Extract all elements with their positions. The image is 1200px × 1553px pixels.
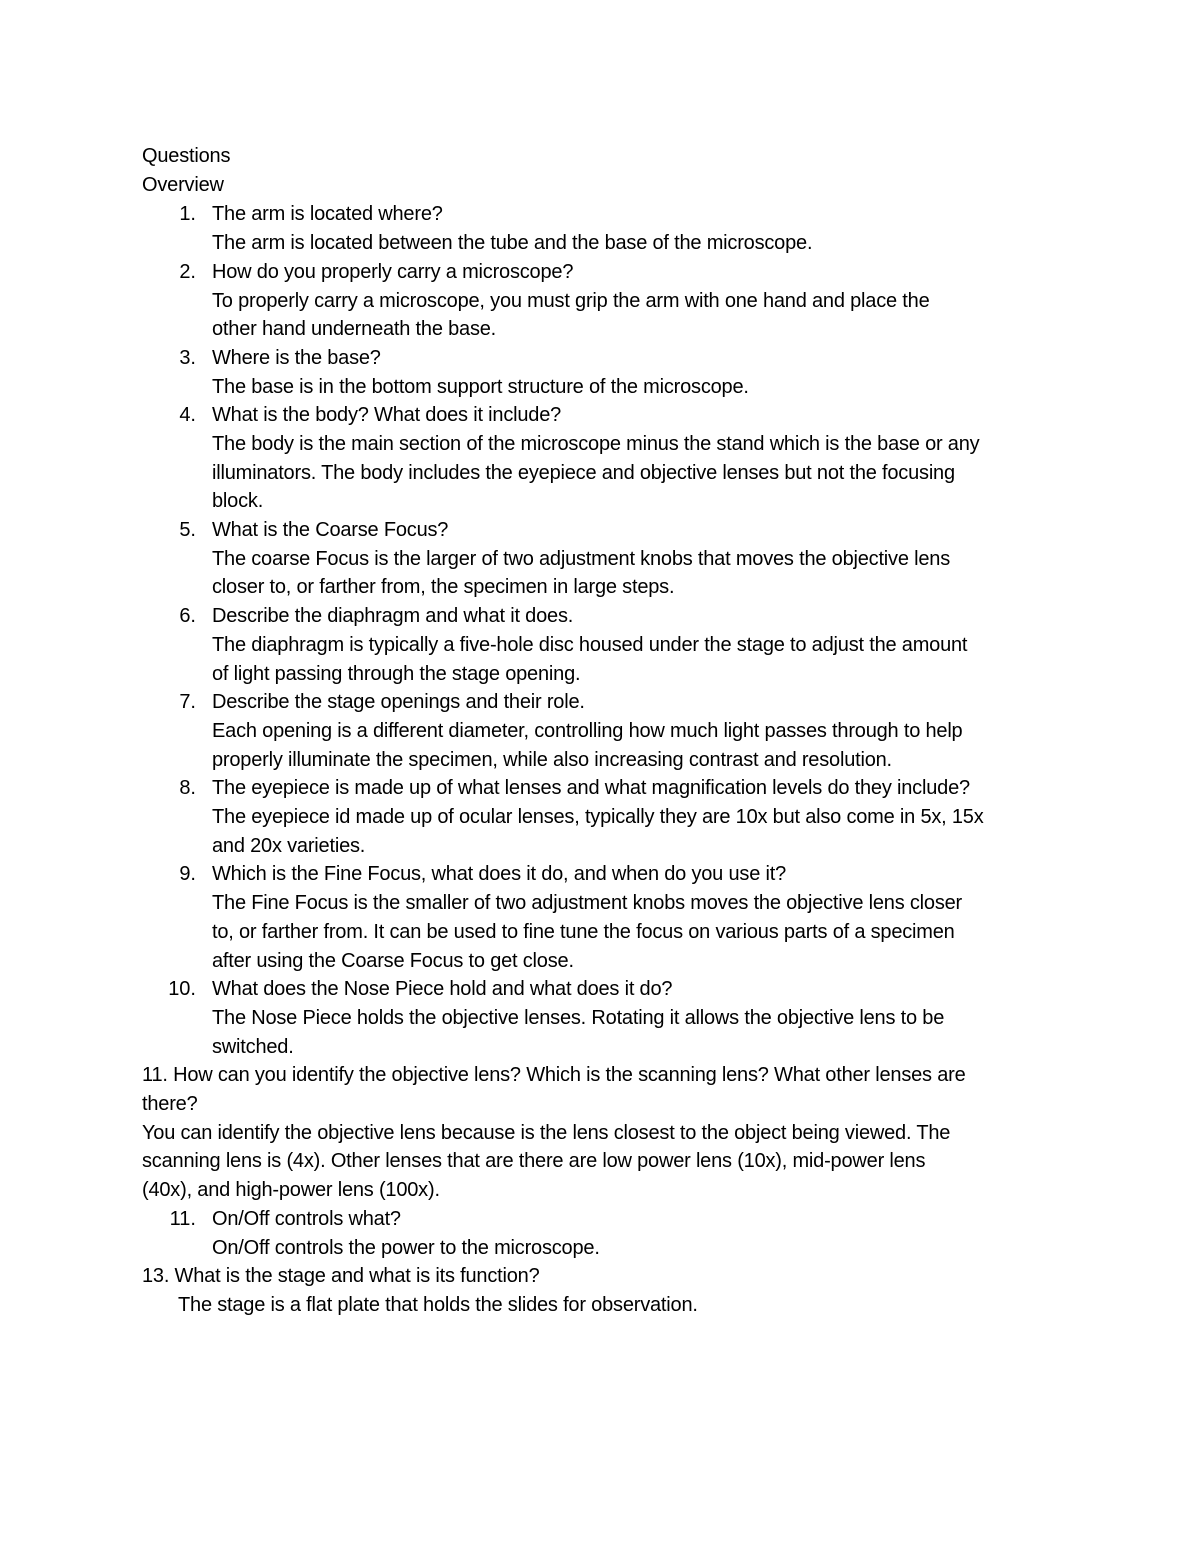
subheading-overview: Overview: [142, 174, 224, 196]
answer-text: The coarse Focus is the larger of two adjustment knobs that moves the objective lens: [212, 548, 951, 570]
question-text: What is the body? What does it include?: [212, 404, 562, 426]
question-text: 11. How can you identify the objective lens? Which is the scanning lens? What other lenses are: [142, 1064, 966, 1086]
answer-text: To properly carry a microscope, you must grip the arm with one hand and place the: [212, 290, 930, 312]
answer-text: The eyepiece id made up of ocular lenses, typically they are 10x but also come in 5x, 15x: [212, 806, 984, 828]
question-text: Describe the diaphragm and what it does.: [212, 605, 574, 627]
list-number: 5.: [179, 519, 196, 541]
answer-text: other hand underneath the base.: [212, 318, 497, 340]
answer-text: Each opening is a different diameter, controlling how much light passes through to help: [212, 720, 963, 742]
list-number: 9.: [179, 863, 196, 885]
question-text: Which is the Fine Focus, what does it do, and when do you use it?: [212, 863, 786, 885]
question-text: The eyepiece is made up of what lenses and what magnification levels do they include?: [212, 777, 970, 799]
answer-text: block.: [212, 490, 264, 512]
question-text: The arm is located where?: [212, 203, 443, 225]
question-text: On/Off controls what?: [212, 1208, 401, 1230]
question-text: How do you properly carry a microscope?: [212, 261, 574, 283]
answer-text: On/Off controls the power to the microscope.: [212, 1237, 600, 1259]
heading-questions: Questions: [142, 145, 231, 167]
answer-text: The Nose Piece holds the objective lenses. Rotating it allows the objective lens to be: [212, 1007, 945, 1029]
answer-text: The stage is a flat plate that holds the slides for observation.: [178, 1294, 698, 1316]
list-number: 2.: [179, 261, 196, 283]
answer-text: closer to, or farther from, the specimen in large steps.: [212, 576, 675, 598]
question-text: 13. What is the stage and what is its function?: [142, 1265, 540, 1287]
answer-text: to, or farther from. It can be used to fine tune the focus on various parts of a specimen: [212, 921, 955, 943]
answer-text: The diaphragm is typically a five-hole disc housed under the stage to adjust the amount: [212, 634, 968, 656]
answer-text: illuminators. The body includes the eyepiece and objective lenses but not the focusing: [212, 462, 955, 484]
answer-text: switched.: [212, 1036, 294, 1058]
answer-text: scanning lens is (4x). Other lenses that are there are low power lens (10x), mid-power lens: [142, 1150, 926, 1172]
answer-text: The Fine Focus is the smaller of two adjustment knobs moves the objective lens closer: [212, 892, 963, 914]
list-number: 11.: [169, 1208, 196, 1230]
list-number: 3.: [179, 347, 196, 369]
answer-text: The arm is located between the tube and the base of the microscope.: [212, 232, 813, 254]
list-number: 10.: [168, 978, 196, 1000]
question-text: there?: [142, 1093, 198, 1115]
answer-text: of light passing through the stage opening.: [212, 663, 581, 685]
list-number: 8.: [179, 777, 196, 799]
list-number: 4.: [179, 404, 196, 426]
question-text: Where is the base?: [212, 347, 381, 369]
answer-text: The body is the main section of the microscope minus the stand which is the base or any: [212, 433, 980, 455]
question-text: Describe the stage openings and their role.: [212, 691, 585, 713]
answer-text: properly illuminate the specimen, while also increasing contrast and resolution.: [212, 749, 892, 771]
question-text: What does the Nose Piece hold and what does it do?: [212, 978, 673, 1000]
list-number: 1.: [179, 203, 196, 225]
question-text: What is the Coarse Focus?: [212, 519, 449, 541]
answer-text: The base is in the bottom support structure of the microscope.: [212, 376, 749, 398]
answer-text: You can identify the objective lens because is the lens closest to the object being viewed. The: [142, 1122, 951, 1144]
answer-text: (40x), and high-power lens (100x).: [142, 1179, 440, 1201]
list-number: 7.: [179, 691, 196, 713]
answer-text: and 20x varieties.: [212, 835, 366, 857]
answer-text: after using the Coarse Focus to get close.: [212, 950, 574, 972]
list-number: 6.: [179, 605, 196, 627]
